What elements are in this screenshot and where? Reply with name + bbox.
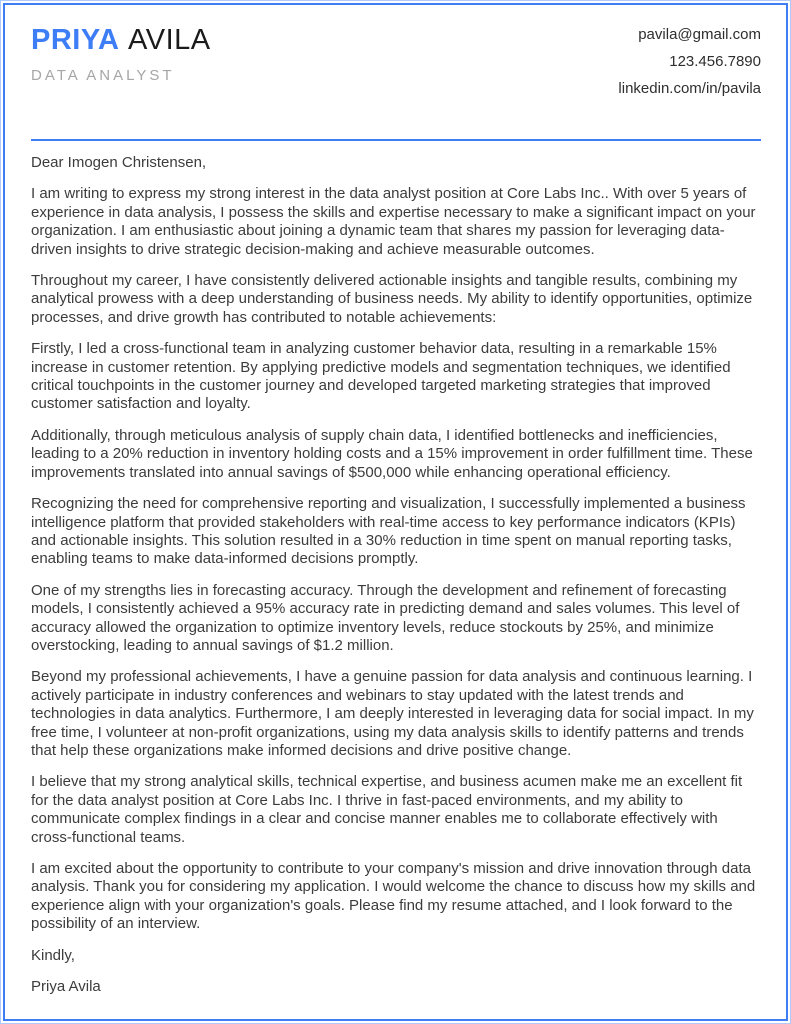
applicant-job-title: DATA ANALYST	[31, 66, 175, 84]
letter-body	[31, 154, 761, 996]
paragraph-call-to-action: I am excited about the opportunity to contribute to your company's mission and drive innovation through data analysis. Thank you for considering my application. I would welcome the chance to discuss how my skills and experience align with your organization's goals. Please find my resume attached, and I look forward to the possibility of an interview.	[31, 860, 756, 933]
closing: Kindly,	[31, 946, 75, 964]
paragraph-intro: I am writing to express my strong interest in the data analyst position at Core Labs Inc.. With over 5 years of experience in data analysis, I possess the skills and expertise necessary to make a significant impact on your organization. I am enthusiastic about joining a dynamic team that shares my passion for leveraging data-driven insights to drive strategic decision-making and achieve measurable outcomes.	[31, 185, 756, 258]
applicant-name	[31, 25, 211, 57]
contact-linkedin: linkedin.com/in/pavila	[618, 80, 761, 97]
paragraph-achievement-forecasting: One of my strengths lies in forecasting accuracy. Through the development and refinement of forecasting models, I consistently achieved a 95% accuracy rate in predicting demand and sales volumes. This level of accuracy allowed the organization to optimize inventory levels, reduce stockouts by 25%, and minimize overstocking, leading to annual savings of $1.2 million.	[31, 581, 740, 654]
contact-block	[618, 21, 761, 102]
paragraph-career-summary: Throughout my career, I have consistently delivered actionable insights and tangible results, combining my analytical prowess with a deep understanding of business needs. My ability to identify opportunities, optimize processes, and drive growth has contributed to notable achievements:	[31, 272, 753, 326]
contact-phone: 123.456.7890	[669, 53, 761, 70]
contact-email: pavila@gmail.com	[638, 26, 761, 43]
letter-header	[31, 1, 761, 102]
header-divider	[31, 139, 761, 141]
paragraph-fit: I believe that my strong analytical skills, technical expertise, and business acumen make me an excellent fit for the data analyst position at Core Labs Inc. I thrive in fast-paced environments, and my ability to communicate complex findings in a clear and concise manner enables me to collaborate effectively with cross-functional teams.	[31, 773, 743, 846]
paragraph-achievement-bi-platform: Recognizing the need for comprehensive reporting and visualization, I successfully implemented a business intelligence platform that provided stakeholders with real-time access to key performance indicators (KPIs) and actionable insights. This solution resulted in a 30% reduction in time spent on manual reporting tasks, enabling teams to make data-informed decisions promptly.	[31, 495, 746, 568]
page-content	[1, 1, 790, 1023]
applicant-last-name: AVILA	[128, 24, 211, 56]
paragraph-achievement-retention: Firstly, I led a cross-functional team in analyzing customer behavior data, resulting in a remarkable 15% increase in customer retention. By applying predictive models and segmentation techniques, we identified critical touchpoints in the customer journey and developed targeted marketing strategies that improved customer satisfaction and loyalty.	[31, 340, 731, 413]
applicant-first-name: PRIYA	[31, 24, 120, 56]
signature: Priya Avila	[31, 978, 101, 996]
paragraph-passion: Beyond my professional achievements, I have a genuine passion for data analysis and continuous learning. I actively participate in industry conferences and webinars to stay updated with the latest trends and technologies in data analytics. Furthermore, I am deeply interested in leveraging data for social impact. In my free time, I volunteer at non-profit organizations, using my data analysis skills to identify patterns and trends that help these organizations make informed decisions and drive positive change.	[31, 668, 754, 759]
identity-block	[31, 25, 211, 84]
salutation: Dear Imogen Christensen,	[31, 154, 207, 171]
paragraph-achievement-supply-chain: Additionally, through meticulous analysis of supply chain data, I identified bottlenecks and inefficiencies, leading to a 20% reduction in inventory holding costs and a 15% improvement in order fulfillment time. These improvements translated into annual savings of $500,000 while enhancing operational efficiency.	[31, 426, 753, 481]
